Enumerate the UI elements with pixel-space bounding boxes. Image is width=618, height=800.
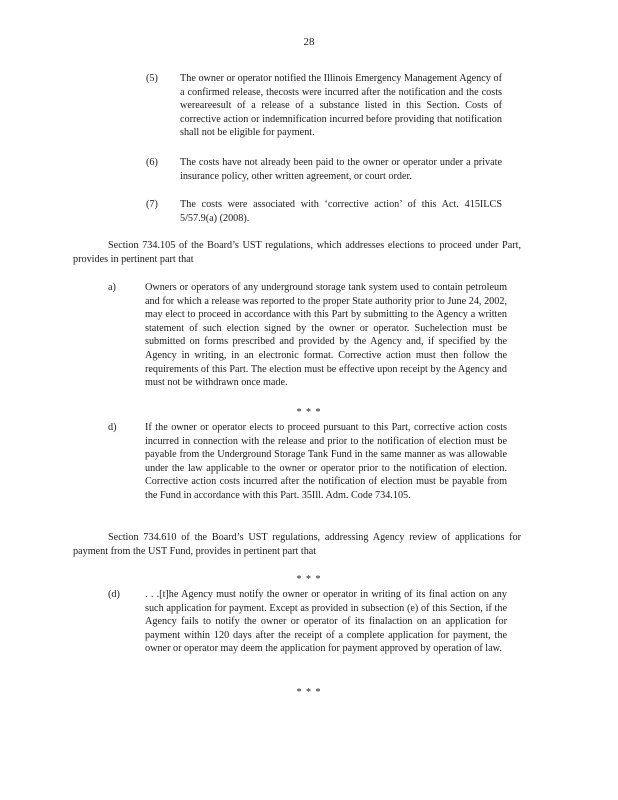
item-text: The costs have not already been paid to the owner or operator under a private insurance policy, other written agreement, or court order. bbox=[180, 157, 502, 182]
ellipsis-stars: * * * bbox=[296, 407, 322, 418]
paragraph: Section 734.610 of the Board’s UST regulations, addressing Agency review of applications for payment from the UST Fund, provides in pertinent part that bbox=[73, 532, 521, 557]
subsection-text: . . .[t]he Agency must notify the owner or operator in writing of its final action on any such application for payment. Except as provided in subsection (e) of this Section, if the Agency fails to notify the owner or operator of its finalaction on an application for payment within 120 days after the receipt of a complete application for payment, the owner or operator may deem the application for payment approved by operation of law. bbox=[145, 589, 507, 655]
page-number: 28 bbox=[303, 36, 315, 48]
subsection-label: d) bbox=[108, 422, 117, 433]
item-text: The owner or operator notified the Illinois Emergency Management Agency of a confirmed release, thecosts were incurred after the notification and the costs wereareesult of a release of a substance listed in this Section. Costs of corrective action or indemnification incurred before providing that notification shall not be eligible for payment. bbox=[180, 73, 502, 139]
subsection-text: Owners or operators of any underground storage tank system used to contain petroleum and for which a release was reported to the proper State authority prior to June 24, 2002, may elect to proceed in accordance with this Part by submitting to the Agency a written statement of such election signed by the owner or operator. Suchelection must be submitted on forms prescribed and provided by the Agency and, if specified by the Agency in writing, in an electronic format. Corrective action must then follow the requirements of this Part. The election must be effective upon receipt by the Agency and must not be withdrawn once made. bbox=[145, 282, 507, 389]
subsection-label: (d) bbox=[108, 589, 120, 600]
subsection-text: If the owner or operator elects to proceed pursuant to this Part, corrective action costs incurred in connection with the release and prior to the notification of election must be payable from the Underground Storage Tank Fund in the same manner as was allowable under the law applicable to the owner or operator prior to the notification of election. Corrective action costs incurred after the notification of election must be payable from the Fund in accordance with this Part. 35Ill. Adm. Code 734.105. bbox=[145, 422, 507, 501]
item-number: (5) bbox=[146, 73, 158, 84]
subsection-label: a) bbox=[108, 282, 116, 293]
item-number: (6) bbox=[146, 157, 158, 168]
ellipsis-stars: * * * bbox=[296, 687, 322, 698]
item-number: (7) bbox=[146, 199, 158, 210]
ellipsis-stars: * * * bbox=[296, 574, 322, 585]
paragraph: Section 734.105 of the Board’s UST regulations, which addresses elections to proceed under Part, provides in pertinent part that bbox=[73, 240, 521, 265]
item-text: The costs were associated with ‘corrective action’ of this Act. 415ILCS 5/57.9(a) (2008). bbox=[180, 199, 502, 224]
